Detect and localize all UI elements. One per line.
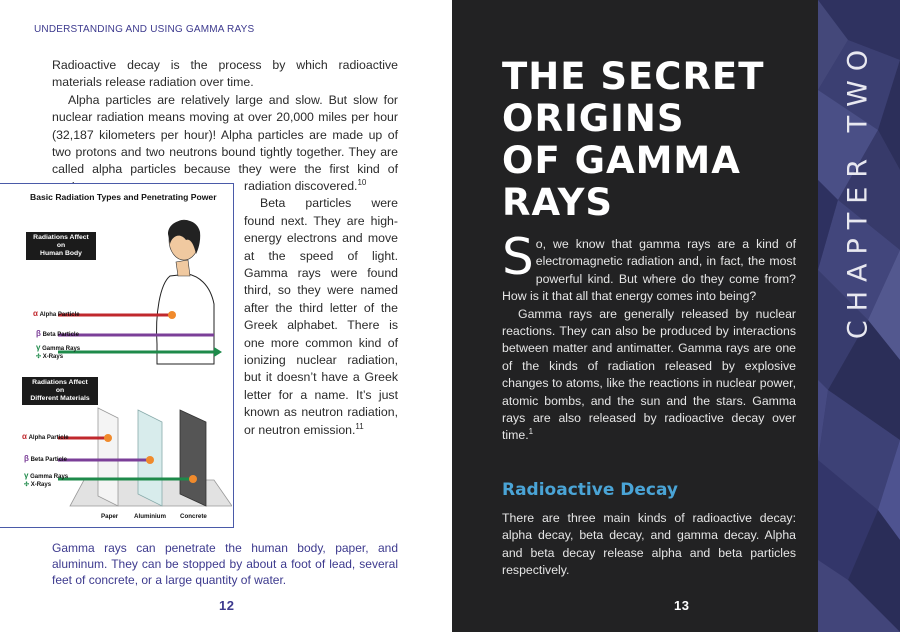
gamma-symbol: γ <box>36 343 41 352</box>
running-head: UNDERSTANDING AND USING GAMMA RAYS <box>34 24 255 35</box>
box-human-body-line3: Human Body <box>40 250 82 257</box>
gamma-symbol-2: γ <box>24 471 29 480</box>
label-beta-materials <box>24 454 67 463</box>
label-paper: Paper <box>101 513 119 520</box>
radiation-figure <box>0 183 234 528</box>
figure-title: Basic Radiation Types and Penetrating Power <box>30 192 217 202</box>
concrete-block <box>180 410 206 506</box>
box-materials-line2: on <box>55 387 65 394</box>
alpha-stop-paper <box>104 434 112 442</box>
side-first-line <box>244 178 398 195</box>
box-materials-line3: Different Materials <box>30 395 90 402</box>
box-human-body-line1: Radiations Affect <box>33 234 89 241</box>
label-alpha-body <box>33 309 80 318</box>
beta-label: Beta Particle <box>42 332 79 338</box>
paragraph-alpha: Alpha particles are relatively large and slow. But slow for nuclear radiation means moving at over 20,000 miles per hour (32,187 kilometers per hour)! Alpha particles are made up of two protons and two neutrons bound tightly together. They are called alpha particles because they were the first kind of <box>52 92 398 177</box>
side-text <box>244 178 398 439</box>
box-materials-line1: Radiations Affect <box>32 379 88 386</box>
paragraph-beta-text: Beta particles were found next. They are high-energy electrons and move at the speed of light. Gamma rays were found third, so they were named after the third letter of the Greek alphabet. There is one more common kind of ionizing nuclear radiation, but it doesn’t have a Greek letter for a name. It’s just known as neutron radiation, or neutron emission. <box>244 196 398 437</box>
label-concrete: Concrete <box>180 513 207 520</box>
paragraph-intro <box>502 228 796 306</box>
alpha-symbol-2: α <box>22 432 27 441</box>
title-line-2: ORIGINS <box>502 97 685 140</box>
human-figure-icon <box>157 220 214 364</box>
label-gamma-body <box>36 344 80 361</box>
box-materials <box>22 377 98 405</box>
right-intro-text <box>502 228 796 445</box>
chapter-label: CHAPTER TWO <box>842 40 874 340</box>
beta-symbol-2: β <box>24 454 29 463</box>
beta-stop-aluminium <box>146 456 154 464</box>
drop-cap: S <box>502 228 534 286</box>
page-number-right: 13 <box>674 598 690 613</box>
paragraph-radioactive-decay: Radioactive decay is the process by which radioactive materials release radiation over time. <box>52 58 398 90</box>
beta-symbol: β <box>36 329 41 338</box>
figure-caption: Gamma rays can penetrate the human body, paper, and aluminum. They can be stopped by about a foot of lead, several feet of concrete, or a large quantity of water. <box>52 541 398 587</box>
label-aluminium: Aluminium <box>134 513 166 520</box>
beta-label-2: Beta Particle <box>30 457 67 463</box>
footnote-ref-1: 1 <box>528 427 534 437</box>
side-first-line-text: radiation discovered. <box>244 179 358 193</box>
paper-sheet <box>98 408 118 506</box>
left-top-text <box>52 57 398 196</box>
title-line-3: OF GAMMA <box>502 139 741 182</box>
gamma-stop-concrete <box>189 475 197 483</box>
label-beta-body <box>36 329 79 338</box>
xray-icon: ✣ <box>36 354 42 360</box>
paragraph-beta <box>244 195 398 439</box>
footnote-ref-10: 10 <box>357 177 367 187</box>
right-decay-text <box>502 510 796 580</box>
page-number-left: 12 <box>219 598 235 613</box>
box-human-body-line2: on <box>56 242 66 249</box>
title-line-4: RAYS <box>502 181 614 224</box>
title-line-1: THE SECRET <box>502 55 765 98</box>
alpha-symbol: α <box>33 309 38 318</box>
gamma-label-2: Gamma Rays <box>30 474 69 480</box>
subheading-radioactive-decay: Radioactive Decay <box>502 480 679 500</box>
alpha-stop-body <box>168 311 176 319</box>
paragraph-intro-text: o, we know that gamma rays are a kind of electromagnetic radiation and, in fact, the most powerful kind. But where do they come from? How is it that all that energy comes into being? <box>502 237 796 304</box>
xray-label: X-Rays <box>42 354 64 360</box>
paragraph-nuclear-text: Gamma rays are generally released by nuclear reactions. They can also be produced by interactions between matter and antimatter. Gamma rays are one of the kinds of radiation released by explosive changes to atoms, like the reactions in nuclear power, atomic bombs, and the sun and the stars. Gamma rays are also released by radioactive decay over time. <box>502 306 796 443</box>
gamma-label: Gamma Rays <box>42 346 81 352</box>
label-gamma-materials <box>24 472 68 489</box>
label-alpha-materials <box>22 432 69 441</box>
footnote-ref-11: 11 <box>355 421 364 431</box>
paragraph-decay-kinds: There are three main kinds of radioactive decay: alpha decay, beta decay, and gamma decay. Alpha and beta decay release alpha and beta particles respectively. <box>502 511 796 578</box>
paragraph-nuclear <box>502 306 796 445</box>
alpha-label-2: Alpha Particle <box>28 435 69 441</box>
xray-label-2: X-Rays <box>30 482 52 488</box>
chapter-title <box>502 56 812 224</box>
alpha-label: Alpha Particle <box>39 312 80 318</box>
gamma-arrow-body <box>214 347 222 357</box>
xray-icon-2: ✣ <box>24 482 30 488</box>
